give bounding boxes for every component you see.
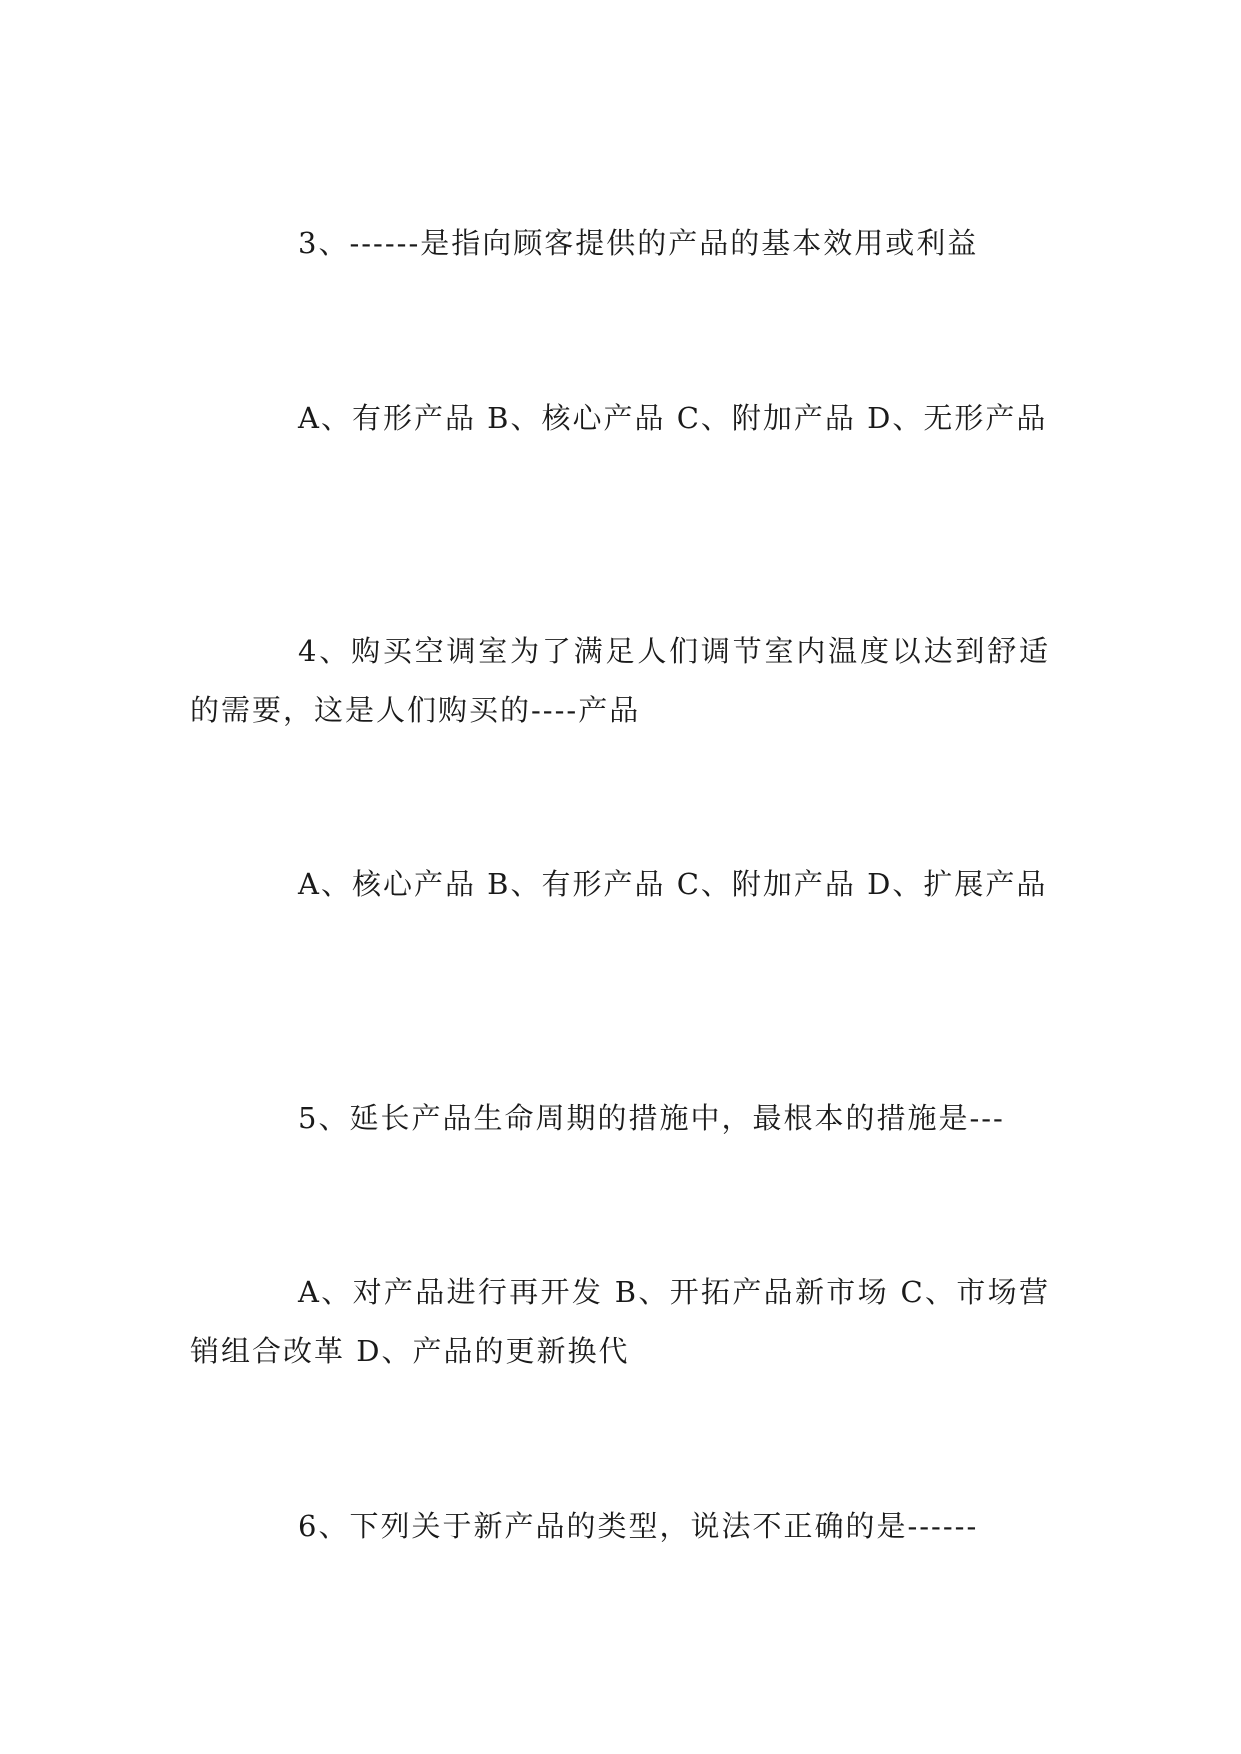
- question-3: 3、------是指向顾客提供的产品的基本效用或利益: [298, 226, 979, 260]
- question-5: 5、延长产品生命周期的措施中，最根本的措施是---: [298, 1101, 1005, 1135]
- question-5-options: A、对产品进行再开发 B、开拓产品新市场 C、市场营销组合改革 D、产品的更新换代: [190, 1275, 1050, 1368]
- question-4-options: A、核心产品 B、有形产品 C、附加产品 D、扩展产品: [298, 867, 1048, 901]
- question-6: 6、下列关于新产品的类型，说法不正确的是------: [298, 1509, 979, 1543]
- question-3-options: A、有形产品 B、核心产品 C、附加产品 D、无形产品: [298, 401, 1048, 435]
- question-4: 4、购买空调室为了满足人们调节室内温度以达到舒适的需要，这是人们购买的----产品: [190, 634, 1050, 727]
